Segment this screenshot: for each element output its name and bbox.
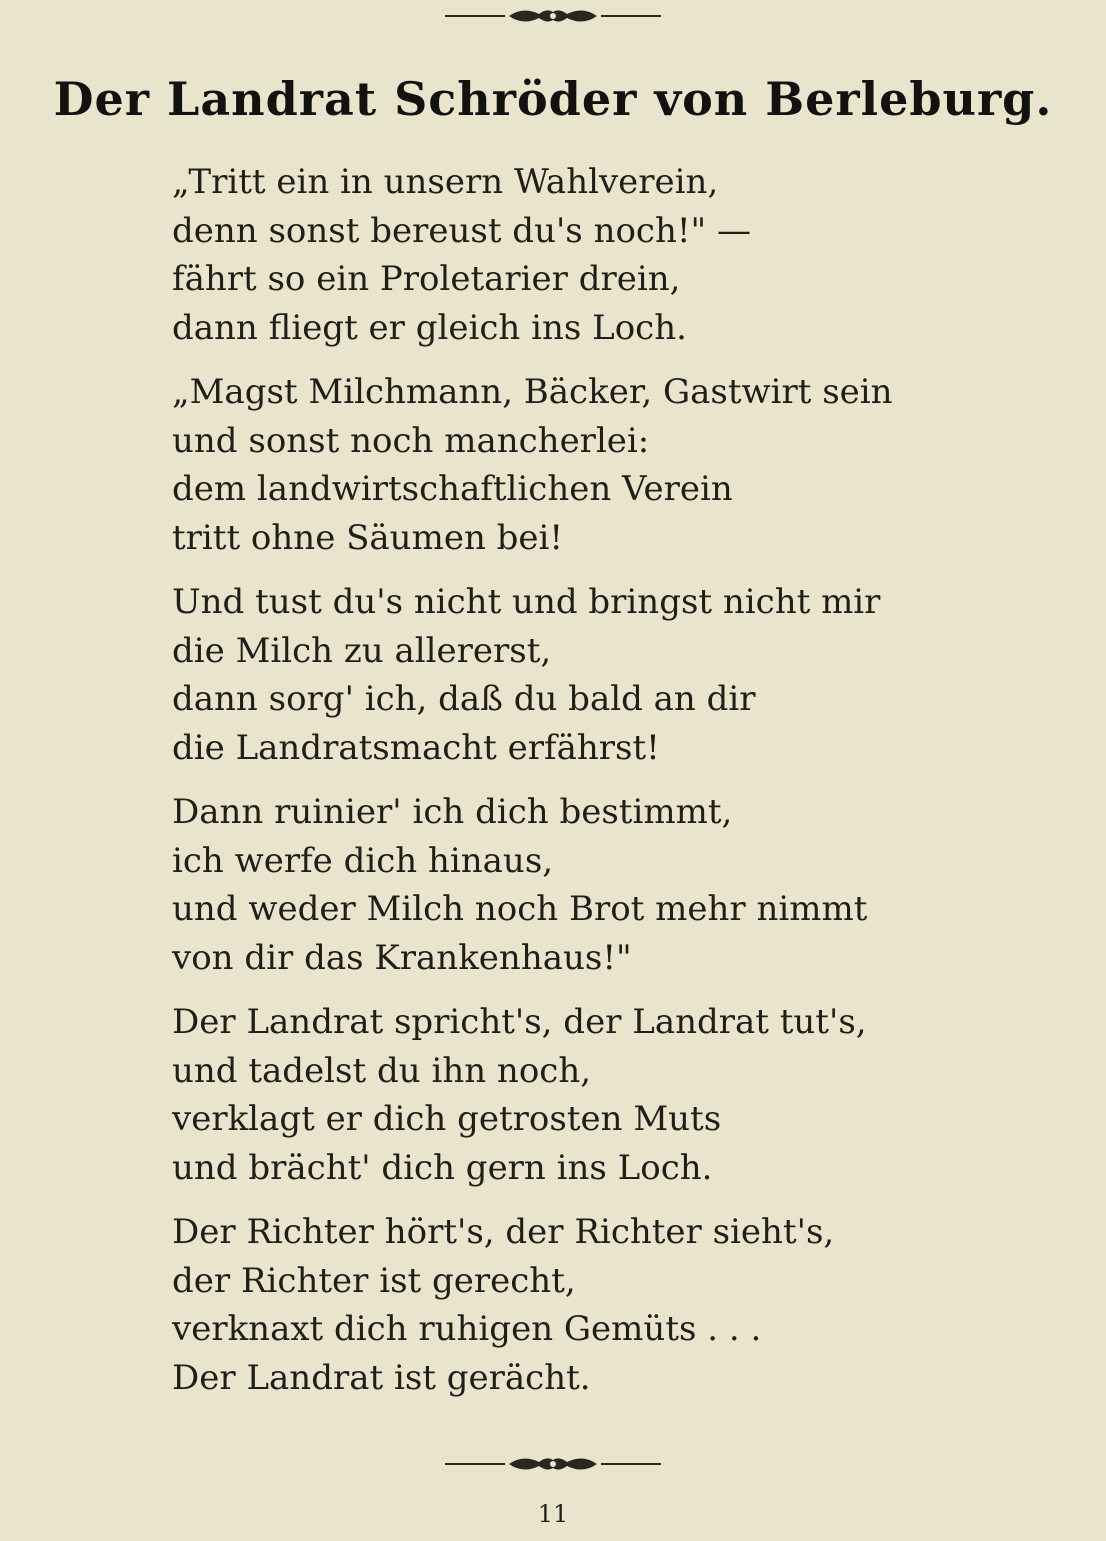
poem-line: tritt ohne Säumen bei!	[172, 517, 564, 558]
poem-line: verklagt er dich getrosten Muts	[172, 1099, 722, 1139]
poem-line: dann sorg' ich, daß du bald an dir	[172, 679, 756, 719]
poem-body	[172, 158, 1072, 1418]
poem-line: und tadelst du ihn noch,	[172, 1050, 592, 1091]
stanza	[172, 368, 1072, 562]
flourish-icon	[443, 2, 663, 30]
poem-line: die Milch zu allererst,	[172, 630, 552, 671]
page-number: 11	[537, 1500, 569, 1528]
poem-line: der Richter ist gerecht,	[172, 1260, 576, 1301]
poem-title: Der Landrat Schröder von Berleburg.	[53, 72, 1053, 126]
poem-line: und sonst noch mancherlei:	[172, 420, 650, 461]
stanza	[172, 1208, 1072, 1402]
poem-line: dem landwirtschaftlichen Verein	[172, 469, 733, 509]
poem-line: Und tust du's nicht und bringst nicht mir	[172, 582, 881, 622]
poem-line: Der Landrat spricht's, der Landrat tut's,	[172, 1002, 867, 1042]
poem-line: von dir das Krankenhaus!"	[172, 937, 632, 978]
poem-line: verknaxt dich ruhigen Gemüts . . .	[172, 1309, 762, 1349]
poem-line: denn sonst bereust du's noch!" —	[172, 210, 751, 251]
stanza	[172, 998, 1072, 1192]
poem-line: und brächt' dich gern ins Loch.	[172, 1147, 713, 1188]
poem-line: die Landratsmacht erfährst!	[172, 727, 660, 768]
poem-line: Der Landrat ist gerächt.	[172, 1357, 591, 1398]
stanza	[172, 788, 1072, 982]
stanza	[172, 578, 1072, 772]
top-ornament	[0, 2, 1106, 30]
poem-line: fährt so ein Proletarier drein,	[172, 259, 681, 299]
poem-line: dann fliegt er gleich ins Loch.	[172, 307, 687, 348]
bottom-ornament	[0, 1450, 1106, 1478]
poem-line: ich werfe dich hinaus,	[172, 840, 554, 881]
flourish-icon	[443, 1450, 663, 1478]
stanza	[172, 158, 1072, 352]
poem-line: und weder Milch noch Brot mehr nimmt	[172, 889, 868, 929]
poem-line: Der Richter hört's, der Richter sieht's,	[172, 1212, 835, 1252]
poem-line: Dann ruinier' ich dich bestimmt,	[172, 792, 733, 832]
poem-line: „Tritt ein in unsern Wahlverein,	[172, 162, 719, 202]
poem-line: „Magst Milchmann, Bäcker, Gastwirt sein	[172, 372, 893, 412]
